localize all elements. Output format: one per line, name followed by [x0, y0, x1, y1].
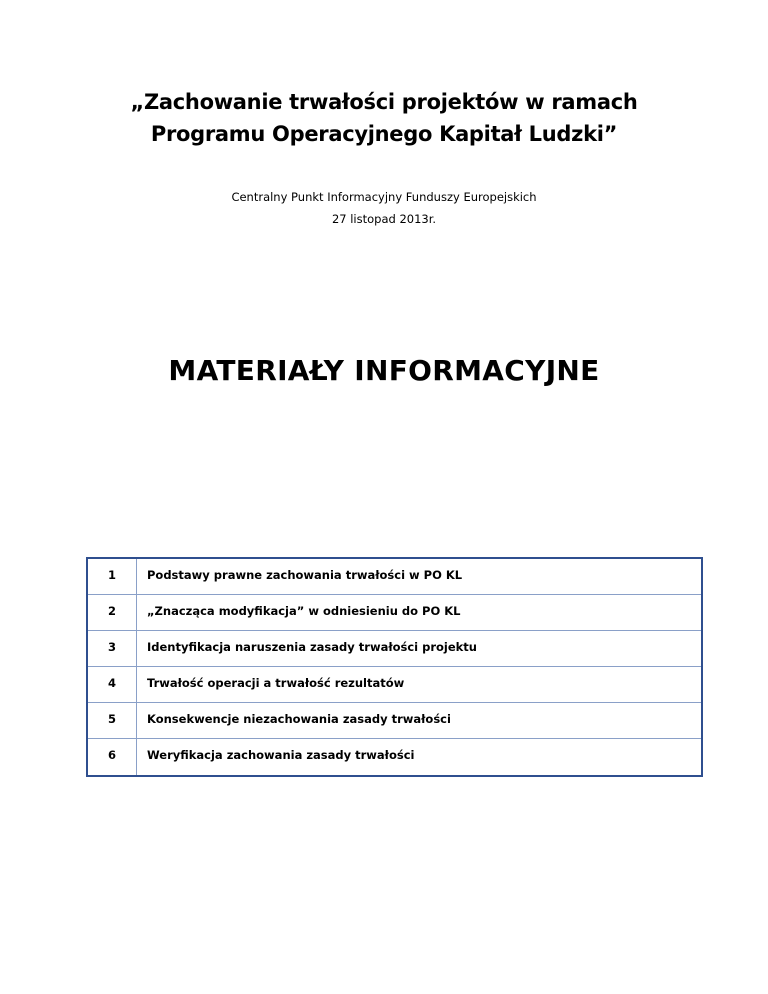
table-row	[88, 739, 701, 775]
row-number: 2	[88, 595, 137, 630]
table-row	[88, 703, 701, 739]
row-number: 5	[88, 703, 137, 738]
contents-table	[86, 557, 703, 777]
title-line-2: Programu Operacyjnego Kapitał Ludzki”	[150, 122, 618, 146]
section-heading: MATERIAŁY INFORMACYJNE	[168, 354, 600, 387]
row-title: Trwałość operacji a trwałość rezultatów	[147, 676, 405, 690]
row-title: Identyfikacja naruszenia zasady trwałości projektu	[147, 640, 477, 654]
table-row	[88, 667, 701, 703]
row-number: 1	[88, 559, 137, 594]
row-title: Podstawy prawne zachowania trwałości w PO KL	[147, 568, 463, 582]
row-title: Weryfikacja zachowania zasady trwałości	[147, 748, 415, 762]
row-number: 4	[88, 667, 137, 702]
row-title: Konsekwencje niezachowania zasady trwałości	[147, 712, 451, 726]
row-number: 6	[88, 739, 137, 775]
row-number: 3	[88, 631, 137, 666]
document-title	[0, 86, 768, 150]
table-row	[88, 595, 701, 631]
table-row	[88, 559, 701, 595]
organizer-text: Centralny Punkt Informacyjny Funduszy Europejskich	[231, 190, 537, 204]
table-row	[88, 631, 701, 667]
date-text: 27 listopad 2013r.	[331, 212, 437, 226]
title-line-1: „Zachowanie trwałości projektów w ramach	[130, 90, 638, 114]
row-title: „Znacząca modyfikacja” w odniesieniu do PO KL	[147, 604, 461, 618]
document-subtitle	[0, 186, 768, 230]
